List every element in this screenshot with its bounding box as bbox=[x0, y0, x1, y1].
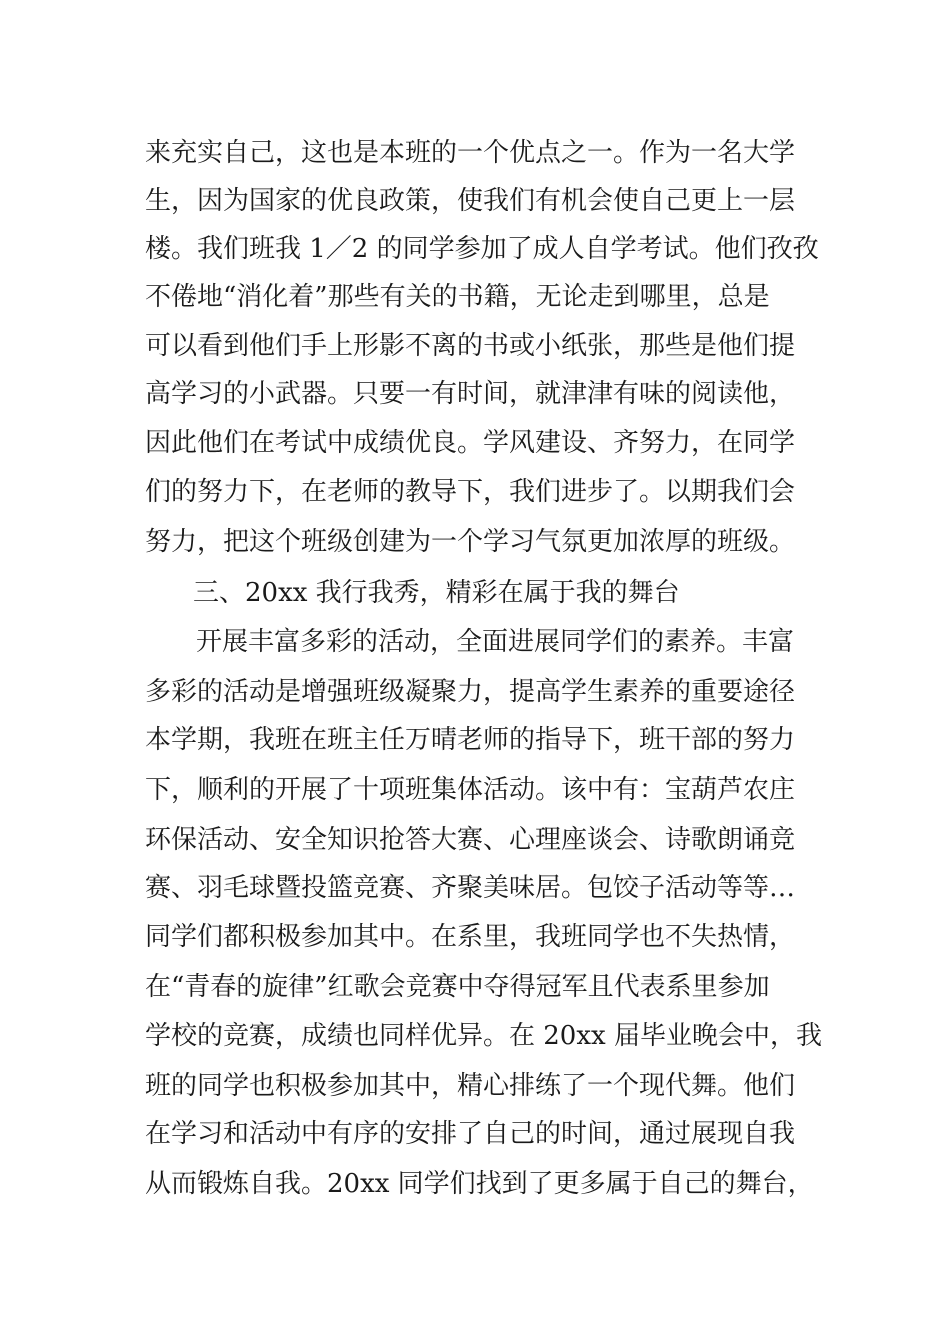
paragraph-line: 同学们都积极参加其中。在系里，我班同学也不失热情， bbox=[145, 922, 796, 952]
paragraph-line: 本学期，我班在班主任万晴老师的指导下，班干部的努力 bbox=[145, 725, 796, 755]
paragraph-line: 来充实自己，这也是本班的一个优点之一。作为一名大学 bbox=[145, 138, 796, 168]
paragraph-line: 在学习和活动中有序的安排了自己的时间，通过展现自我 bbox=[145, 1119, 796, 1149]
paragraph-line: 努力，把这个班级创建为一个学习气氛更加浓厚的班级。 bbox=[145, 527, 796, 557]
section-heading: 三、20xx 我行我秀，精彩在属于我的舞台 bbox=[193, 578, 680, 608]
paragraph-line: 高学习的小武器。只要一有时间，就津津有味的阅读他， bbox=[145, 379, 796, 409]
paragraph-line: 可以看到他们手上形影不离的书或小纸张，那些是他们提 bbox=[145, 331, 796, 361]
paragraph-line: 不倦地“消化着”那些有关的书籍，无论走到哪里，总是 bbox=[145, 282, 770, 312]
paragraph-line: 下，顺利的开展了十项班集体活动。该中有：宝葫芦农庄 bbox=[145, 775, 796, 805]
paragraph-line: 因此他们在考试中成绩优良。学风建设、齐努力，在同学 bbox=[145, 428, 796, 458]
paragraph-line: 学校的竞赛，成绩也同样优异。在 20xx 届毕业晚会中，我 bbox=[145, 1021, 822, 1051]
paragraph-line: 在“青春的旋律”红歌会竞赛中夺得冠军且代表系里参加 bbox=[145, 972, 770, 1002]
paragraph-line: 多彩的活动是增强班级凝聚力，提高学生素养的重要途径 bbox=[145, 677, 796, 707]
paragraph-line: 们的努力下，在老师的教导下，我们进步了。以期我们会 bbox=[145, 477, 796, 507]
paragraph-line: 班的同学也积极参加其中，精心排练了一个现代舞。他们 bbox=[145, 1071, 796, 1101]
paragraph-line: 从而锻炼自我。20xx 同学们找到了更多属于自己的舞台， bbox=[145, 1169, 814, 1199]
paragraph-line: 环保活动、安全知识抢答大赛、心理座谈会、诗歌朗诵竞 bbox=[145, 825, 796, 855]
paragraph-line: 楼。我们班我 1／2 的同学参加了成人自学考试。他们孜孜 bbox=[145, 234, 819, 264]
paragraph-line: 生，因为国家的优良政策，使我们有机会使自己更上一层 bbox=[145, 186, 796, 216]
paragraph-line: 赛、羽毛球暨投篮竞赛、齐聚美味居。包饺子活动等等… bbox=[145, 873, 796, 903]
paragraph-line: 开展丰富多彩的活动，全面进展同学们的素养。丰富 bbox=[196, 627, 795, 657]
